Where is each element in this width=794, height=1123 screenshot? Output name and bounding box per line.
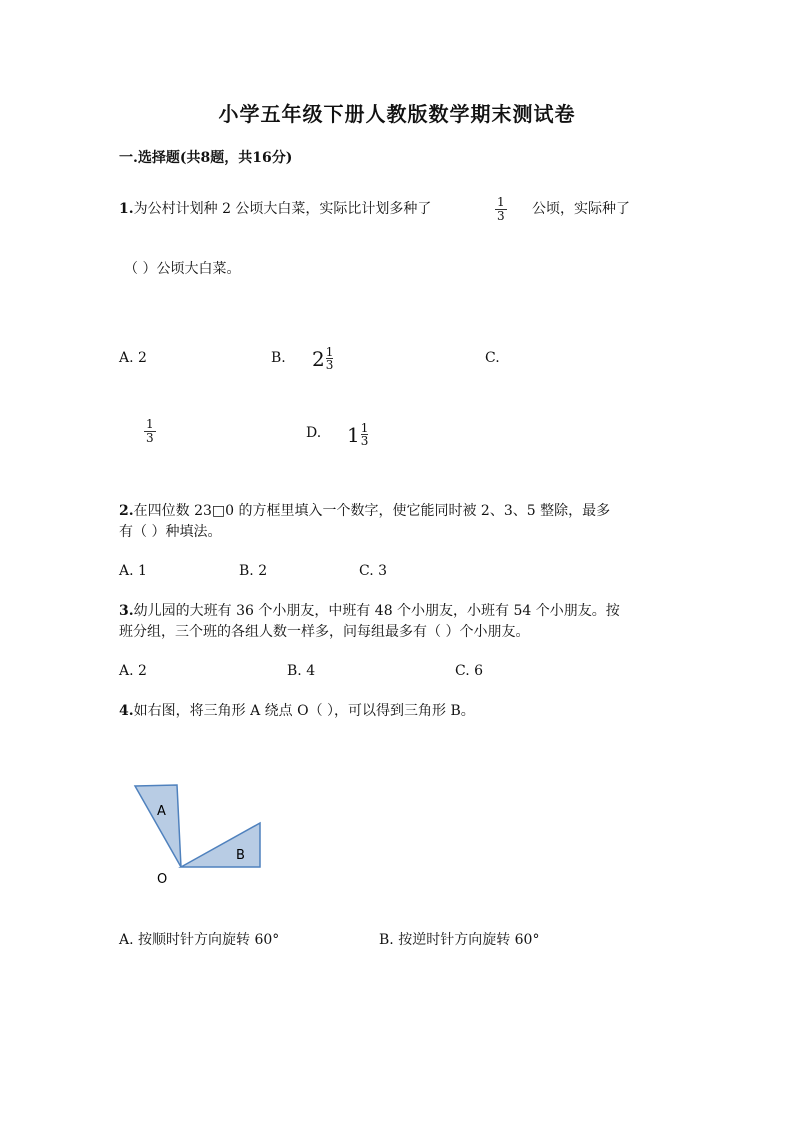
page-title: 小学五年级下册人教版数学期末测试卷 xyxy=(218,102,576,126)
question-2-option-c[interactable]: C. 3 xyxy=(359,563,388,579)
question-1-fraction xyxy=(495,196,507,223)
question-2-line-1 xyxy=(119,501,610,522)
question-3-number: 3. xyxy=(119,603,134,619)
question-2-number: 2. xyxy=(119,503,134,519)
triangle-b xyxy=(181,823,260,867)
triangle-a-label: A xyxy=(157,804,166,819)
section-heading: 一.选择题(共8题，共16分) xyxy=(119,150,293,166)
question-4-option-a[interactable]: A. 按顺时针方向旋转 60° xyxy=(119,932,280,948)
mixed-fraction xyxy=(326,346,334,371)
question-4-text: 如右图，将三角形 A 绕点 O（ ），可以得到三角形 B。 xyxy=(133,703,475,719)
question-3-option-a[interactable]: A. 2 xyxy=(119,663,147,679)
question-3-option-b[interactable]: B. 4 xyxy=(287,663,316,679)
question-1-line-2: （ ）公顷大白菜。 xyxy=(124,261,241,277)
rotation-figure xyxy=(125,778,270,890)
point-o-label: O xyxy=(157,872,168,887)
question-3-option-c[interactable]: C. 6 xyxy=(455,663,484,679)
question-2-line-2: 有（ ）种填法。 xyxy=(119,524,222,540)
question-1-option-a[interactable]: A. 2 xyxy=(119,350,147,366)
question-1-option-b-label[interactable]: B. xyxy=(271,350,286,366)
question-1-option-c-label[interactable]: C. xyxy=(485,350,500,366)
question-1-option-b-mixed-number xyxy=(312,345,333,371)
question-3-line-2: 班分组，三个班的各组人数一样多，问每组最多有（ ）个小朋友。 xyxy=(119,624,530,640)
question-1-text-a: 为公村计划种 2 公顷大白菜，实际比计划多种了 xyxy=(133,201,432,217)
question-2-option-a[interactable]: A. 1 xyxy=(119,563,147,579)
question-3-line-1 xyxy=(119,601,620,622)
triangle-b-label: B xyxy=(236,848,245,863)
question-1-option-d-mixed-number xyxy=(347,421,368,447)
question-1-option-c-fraction xyxy=(144,418,156,445)
question-1-number: 1. xyxy=(119,201,134,217)
fraction-numerator: 1 xyxy=(497,195,505,209)
question-4-line-1 xyxy=(119,701,475,722)
question-1-line-1 xyxy=(119,199,431,220)
mixed-numerator: 1 xyxy=(325,345,334,359)
fraction-denominator: 3 xyxy=(146,431,154,445)
question-1-text-b: 公顷，实际种了 xyxy=(532,201,630,217)
question-4-number: 4. xyxy=(119,703,134,719)
mixed-denominator: 3 xyxy=(325,358,334,372)
mixed-numerator: 1 xyxy=(360,421,369,435)
question-2-option-b[interactable]: B. 2 xyxy=(239,563,268,579)
question-3-text: 幼儿园的大班有 36 个小朋友，中班有 48 个小朋友，小班有 54 个小朋友。按 xyxy=(133,603,620,619)
mixed-whole: 2 xyxy=(312,346,325,371)
fraction-denominator: 3 xyxy=(497,209,505,223)
question-2-text: 在四位数 23□0 的方框里填入一个数字，使它能同时被 2、3、5 整除，最多 xyxy=(133,503,611,519)
mixed-fraction xyxy=(361,422,369,447)
mixed-denominator: 3 xyxy=(360,434,369,448)
question-1-option-d-label[interactable]: D. xyxy=(306,425,322,441)
fraction-numerator: 1 xyxy=(146,417,154,431)
triangle-a xyxy=(135,785,181,867)
mixed-whole: 1 xyxy=(347,422,360,447)
question-4-option-b[interactable]: B. 按逆时针方向旋转 60° xyxy=(379,932,540,948)
